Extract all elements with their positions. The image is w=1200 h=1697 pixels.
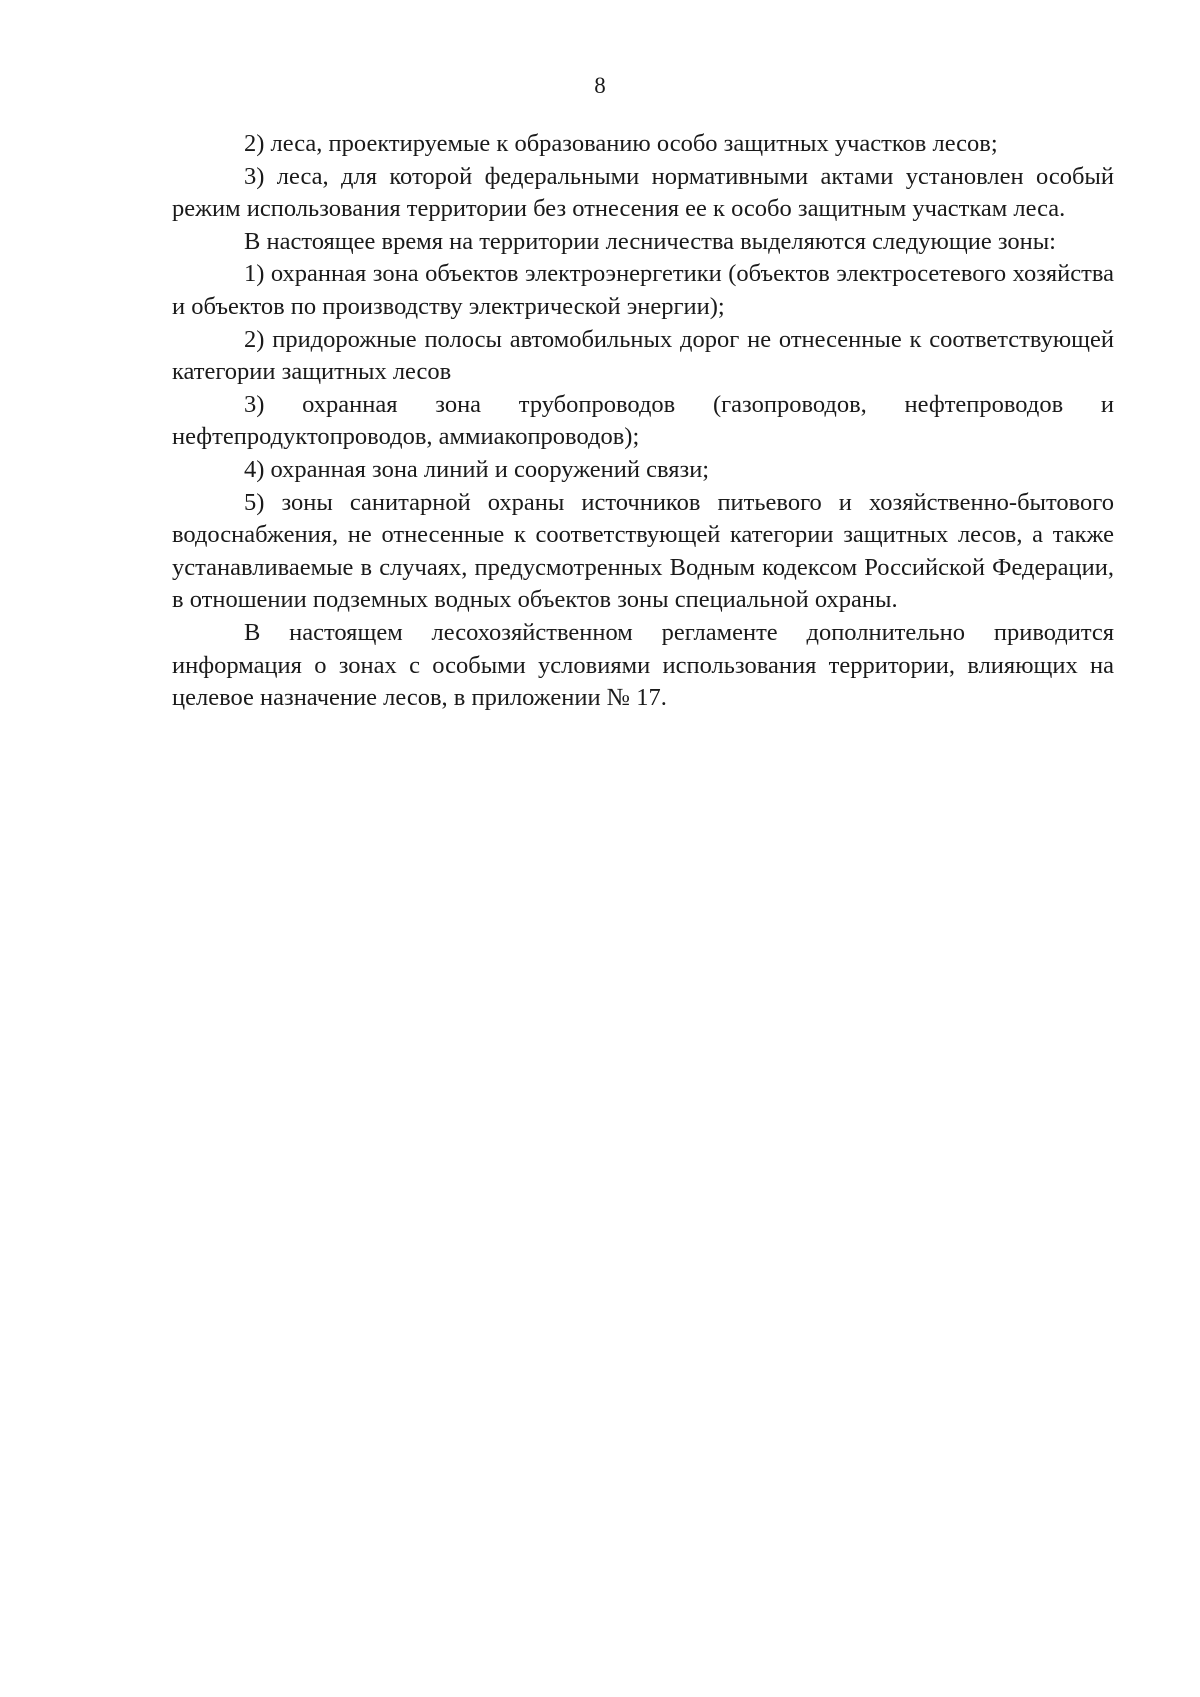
paragraph-item-2-forests-planned: 2) леса, проектируемые к образованию особо защитных участков лесов; [244,130,998,157]
paragraph-zone-2-roadside: 2) придорожные полосы автомобильных дорог не отнесенные к соответствующей категории защитных лесов [172,325,1114,386]
paragraph-zone-3-pipelines: 3) охранная зона трубопроводов (газопроводов, нефтепроводов и нефтепродуктопроводов, аммиакопроводов); [172,390,1114,451]
paragraph-zone-5-sanitary: 5) зоны санитарной охраны источников питьевого и хозяйственно-бытового водоснабжения, не отнесенные к соответствующей категории защитных лесов, а также устанавливаемые в случаях, предусмотренных Водным кодексом Российской Федерации, в отношении подземных водных объектов зоны специальной охраны. [172,488,1114,614]
paragraph-regulation-reference: В настоящем лесохозяйственном регламенте дополнительно приводится информация о зонах с особыми условиями использования территории, влияющих на целевое назначение лесов, в приложении № 17. [172,618,1114,712]
paragraph-zones-intro: В настоящее время на территории лесничества выделяются следующие зоны: [244,227,1056,255]
page-number: 8 [594,73,606,98]
paragraph-zone-1-power: 1) охранная зона объектов электроэнергетики (объектов электросетевого хозяйства и объектов по производству электрической энергии); [172,260,1114,320]
body-text [172,128,1114,715]
paragraph-zone-4-communications: 4) охранная зона линий и сооружений связи; [244,455,710,483]
paragraph-item-3-forests-special-regime: 3) леса, для которой федеральными нормативными актами установлен особый режим использования территории без отнесения ее к особо защитным участкам леса. [172,162,1114,223]
